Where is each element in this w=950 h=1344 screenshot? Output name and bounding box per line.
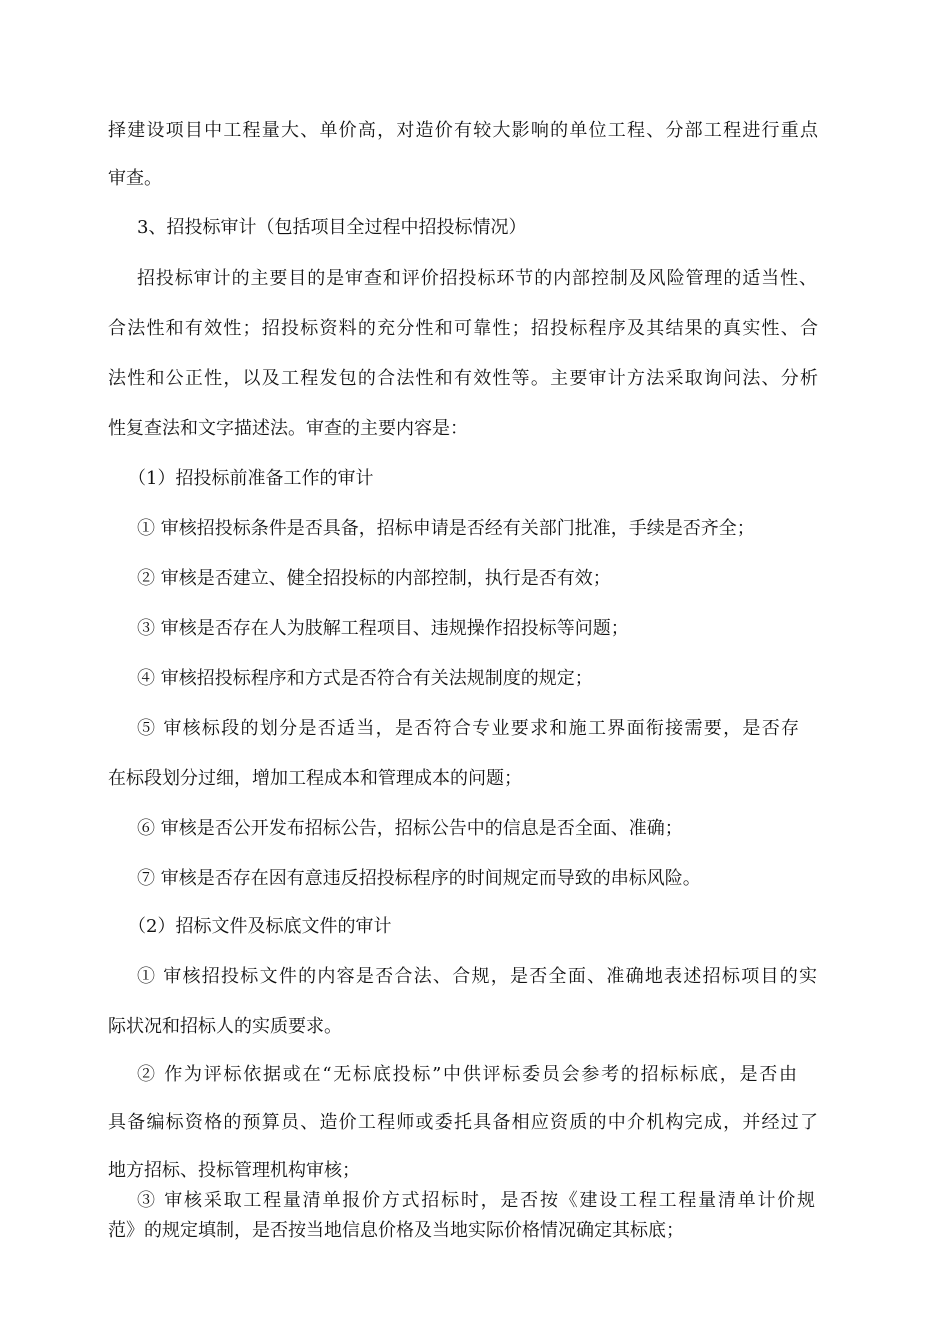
paragraph-line: 审查。 xyxy=(108,168,162,189)
section-heading: 3、招投标审计（包括项目全过程中招投标情况） xyxy=(137,217,527,238)
list-item-continuation: 范》的规定填制，是否按当地信息价格及当地实际价格情况确定其标底； xyxy=(108,1220,684,1241)
paragraph-line: 性复查法和文字描述法。审查的主要内容是： xyxy=(108,418,468,439)
subsection-heading: （2）招标文件及标底文件的审计 xyxy=(128,916,392,937)
list-item: ② 审核是否建立、健全招投标的内部控制，执行是否有效； xyxy=(137,568,611,589)
list-item: ① 审核招投标文件的内容是否合法、合规，是否全面、准确地表述招标项目的实 xyxy=(137,966,817,987)
list-item: ② 作为评标依据或在“无标底投标”中供评标委员会参考的招标标底，是否由 xyxy=(137,1064,797,1085)
subsection-heading: （1）招投标前准备工作的审计 xyxy=(128,468,374,489)
paragraph-line: 法性和公正性，以及工程发包的合法性和有效性等。主要审计方法采取询问法、分析 xyxy=(108,368,818,389)
paragraph-line: 合法性和有效性；招投标资料的充分性和可靠性；招投标程序及其结果的真实性、合 xyxy=(108,318,818,339)
list-item: ③ 审核是否存在人为肢解工程项目、违规操作招投标等问题； xyxy=(137,618,629,639)
list-item-continuation: 际状况和招标人的实质要求。 xyxy=(108,1016,342,1037)
list-item: ① 审核招投标条件是否具备，招标申请是否经有关部门批准，手续是否齐全； xyxy=(137,518,755,539)
list-item: ⑥ 审核是否公开发布招标公告，招标公告中的信息是否全面、准确； xyxy=(137,818,683,839)
list-item: ③ 审核采取工程量清单报价方式招标时，是否按《建设工程工程量清单计价规 xyxy=(137,1190,815,1211)
list-item: ④ 审核招投标程序和方式是否符合有关法规制度的规定； xyxy=(137,668,593,689)
paragraph-line: 招投标审计的主要目的是审查和评价招投标环节的内部控制及风险管理的适当性、 xyxy=(137,268,817,289)
list-item-continuation: 地方招标、投标管理机构审核； xyxy=(108,1160,360,1181)
paragraph-line: 择建设项目中工程量大、单价高，对造价有较大影响的单位工程、分部工程进行重点 xyxy=(108,120,818,141)
list-item-continuation: 具备编标资格的预算员、造价工程师或委托具备相应资质的中介机构完成，并经过了 xyxy=(108,1112,818,1133)
list-item-continuation: 在标段划分过细，增加工程成本和管理成本的问题； xyxy=(108,768,522,789)
list-item: ⑤ 审核标段的划分是否适当，是否符合专业要求和施工界面衔接需要，是否存 xyxy=(137,718,799,739)
list-item: ⑦ 审核是否存在因有意违反招投标程序的时间规定而导致的串标风险。 xyxy=(137,868,701,889)
